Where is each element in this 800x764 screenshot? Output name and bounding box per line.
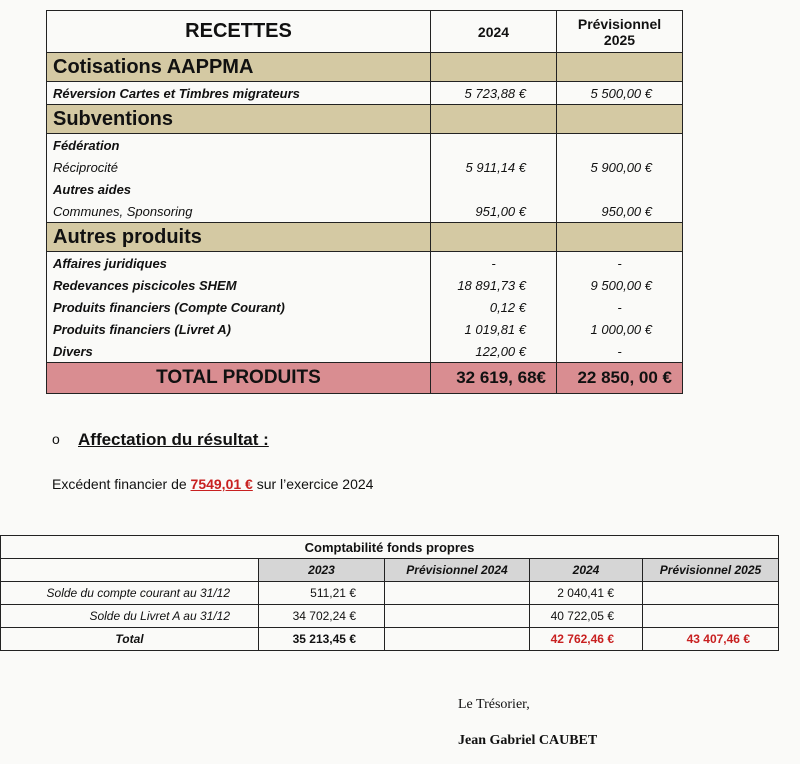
- signature-name: Jean Gabriel CAUBET: [458, 733, 598, 748]
- row-label: Produits financiers (Livret A): [47, 318, 431, 340]
- value-2025: 5 500,00 €: [557, 82, 683, 105]
- value-2023: 34 702,24 €: [259, 605, 385, 628]
- value-2023: 35 213,45 €: [259, 628, 385, 651]
- signature-role: Le Trésorier,: [458, 697, 530, 712]
- row-label: Fédération: [47, 134, 431, 157]
- row-label: Divers: [47, 340, 431, 363]
- affectation-title: Affectation du résultat :: [78, 430, 269, 449]
- col-prev2025-line2: 2025: [603, 31, 636, 48]
- row-label: Solde du compte courant au 31/12: [1, 582, 259, 605]
- value-2023: 511,21 €: [259, 582, 385, 605]
- section-name: Autres produits: [47, 223, 431, 252]
- value-2024: 122,00 €: [431, 340, 557, 363]
- recettes-title: RECETTES: [47, 11, 431, 53]
- value-2024: 1 019,81 €: [431, 318, 557, 340]
- table-row: [47, 340, 683, 363]
- value-2024: -: [431, 252, 557, 275]
- value-2024: 18 891,73 €: [431, 274, 557, 296]
- value-prev2024: [385, 628, 530, 651]
- value-prev2024: [385, 605, 530, 628]
- excedent-amount: 7549,01 €: [190, 476, 253, 492]
- section-row: [47, 105, 683, 134]
- row-label: Affaires juridiques: [47, 252, 431, 275]
- col-prev2025-line1: Prévisionnel: [577, 15, 662, 32]
- value-2024: 5 723,88 €: [431, 82, 557, 105]
- section-row: [47, 223, 683, 252]
- value-2025: 5 900,00 €: [557, 156, 683, 178]
- total-label: TOTAL PRODUITS: [47, 363, 431, 394]
- total-row: [47, 363, 683, 394]
- total-2024: 32 619, 68€: [431, 363, 557, 394]
- value-2025: 950,00 €: [557, 200, 683, 223]
- col-2024-header: 2024: [431, 11, 557, 53]
- table-row: [47, 82, 683, 105]
- value-2025: [557, 178, 683, 200]
- table-row: [47, 274, 683, 296]
- value-2024: [431, 178, 557, 200]
- fonds-caption: Comptabilité fonds propres: [1, 536, 779, 559]
- section-name: Cotisations AAPPMA: [47, 53, 431, 82]
- col-prev2024-header: Prévisionnel 2024: [385, 559, 530, 582]
- section-row: [47, 53, 683, 82]
- value-2025: 1 000,00 €: [557, 318, 683, 340]
- row-label: Communes, Sponsoring: [47, 200, 431, 223]
- col-2023-header: 2023: [259, 559, 385, 582]
- total-2025: 22 850, 00 €: [557, 363, 683, 394]
- value-2024: 951,00 €: [431, 200, 557, 223]
- table-row: [47, 134, 683, 157]
- value-2025: -: [557, 340, 683, 363]
- row-label: Réversion Cartes et Timbres migrateurs: [47, 82, 431, 105]
- row-label: Réciprocité: [47, 156, 431, 178]
- value-2024: 5 911,14 €: [431, 156, 557, 178]
- value-prev2025: [643, 582, 779, 605]
- value-2025: -: [557, 296, 683, 318]
- table-row: [47, 296, 683, 318]
- row-label: Redevances piscicoles SHEM: [47, 274, 431, 296]
- value-2024: 40 722,05 €: [530, 605, 643, 628]
- table-row: [1, 605, 779, 628]
- table-row: [47, 156, 683, 178]
- value-prev2025: [643, 605, 779, 628]
- value-prev2024: [385, 582, 530, 605]
- row-label: Solde du Livret A au 31/12: [1, 605, 259, 628]
- table-row: [1, 582, 779, 605]
- excedent-line: [52, 476, 373, 492]
- value-2024: 0,12 €: [431, 296, 557, 318]
- bullet-icon: o: [52, 431, 60, 447]
- section-name: Subventions: [47, 105, 431, 134]
- total-row: [1, 628, 779, 651]
- row-label: Total: [1, 628, 259, 651]
- value-2025: 9 500,00 €: [557, 274, 683, 296]
- value-prev2025: 43 407,46 €: [643, 628, 779, 651]
- fonds-propres-table: [0, 535, 779, 651]
- row-label: Produits financiers (Compte Courant): [47, 296, 431, 318]
- value-2024: [431, 134, 557, 157]
- table-row: [47, 318, 683, 340]
- recettes-header-row: [47, 11, 683, 53]
- table-row: [47, 200, 683, 223]
- table-row: [47, 178, 683, 200]
- row-label: Autres aides: [47, 178, 431, 200]
- fonds-caption-row: [1, 536, 779, 559]
- col-2024-header: 2024: [530, 559, 643, 582]
- fonds-header-row: [1, 559, 779, 582]
- col-prev2025-header: Prévisionnel 2025: [643, 559, 779, 582]
- excedent-text-before: Excédent financier de: [52, 476, 191, 492]
- table-row: [47, 252, 683, 275]
- excedent-text-after: sur l’exercice 2024: [252, 476, 374, 492]
- value-2024: 2 040,41 €: [530, 582, 643, 605]
- recettes-table: [46, 10, 683, 394]
- value-2025: [557, 134, 683, 157]
- value-2025: -: [557, 252, 683, 275]
- value-2024: 42 762,46 €: [530, 628, 643, 651]
- col-prev2025-header: [557, 11, 683, 53]
